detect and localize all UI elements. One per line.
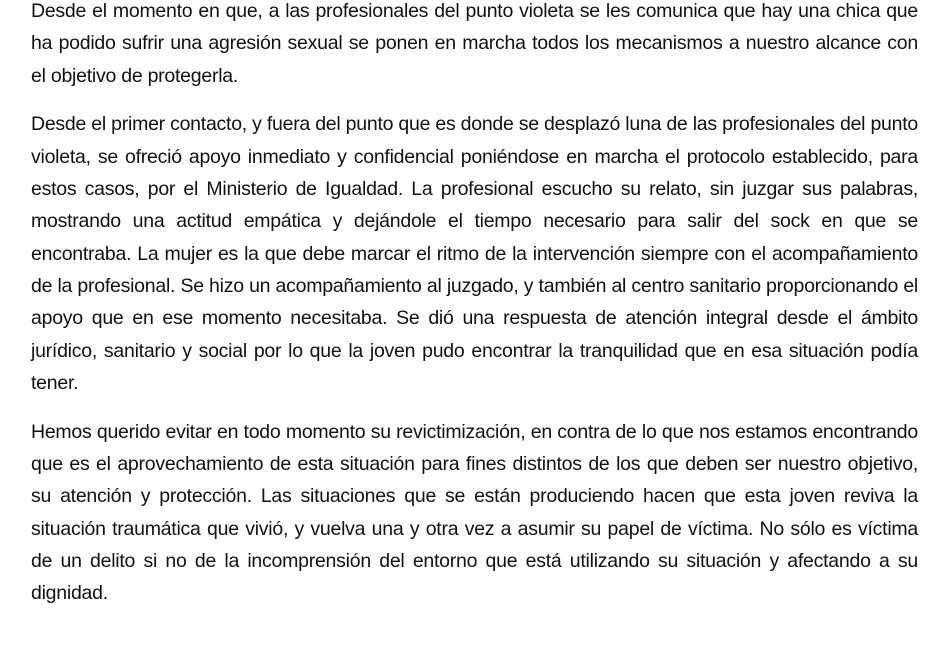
paragraph-1: Desde el momento en que, a las profesionales del punto violeta se les comunica que hay una chica que ha podido sufrir una agresión sexual se ponen en marcha todos los mecanismos a nuestro alcance con el objetivo de protegerla. [31, 0, 918, 87]
paragraph-2: Desde el primer contacto, y fuera del punto que es donde se desplazó luna de las profesionales del punto violeta, se ofreció apoyo inmediato y confidencial poniéndose en marcha el protocolo establecido, para estos casos, por el Ministerio de Igualdad. La profesional escucho su relato, sin juzgar sus palabras, mostrando una actitud empática y dejándole el tiempo necesario para salir del sock en que se encontraba. La mujer es la que debe marcar el ritmo de la intervención siempre con el acompañamiento de la profesional. Se hizo un acompañamiento al juzgado, y también al centro sanitario proporcionando el apoyo que en ese momento necesitaba. Se dió una respuesta de atención integral desde el ámbito jurídico, sanitario y social por lo que la joven pudo encontrar la tranquilidad que en esa situación podía tener. [31, 113, 918, 394]
paragraph-3: Hemos querido evitar en todo momento su revictimización, en contra de lo que nos estamos encontrando que es el aprovechamiento de esta situación para fines distintos de los que deben ser nuestro objetivo, su atención y protección. Las situaciones que se están produciendo hacen que esta joven reviva la situación traumática que vivió, y vuelva una y otra vez a asumir su papel de víctima. No sólo es víctima de un delito si no de la incomprensión del entorno que está utilizando su situación y afectando a su dignidad. [31, 420, 918, 605]
document-page [31, 0, 918, 626]
